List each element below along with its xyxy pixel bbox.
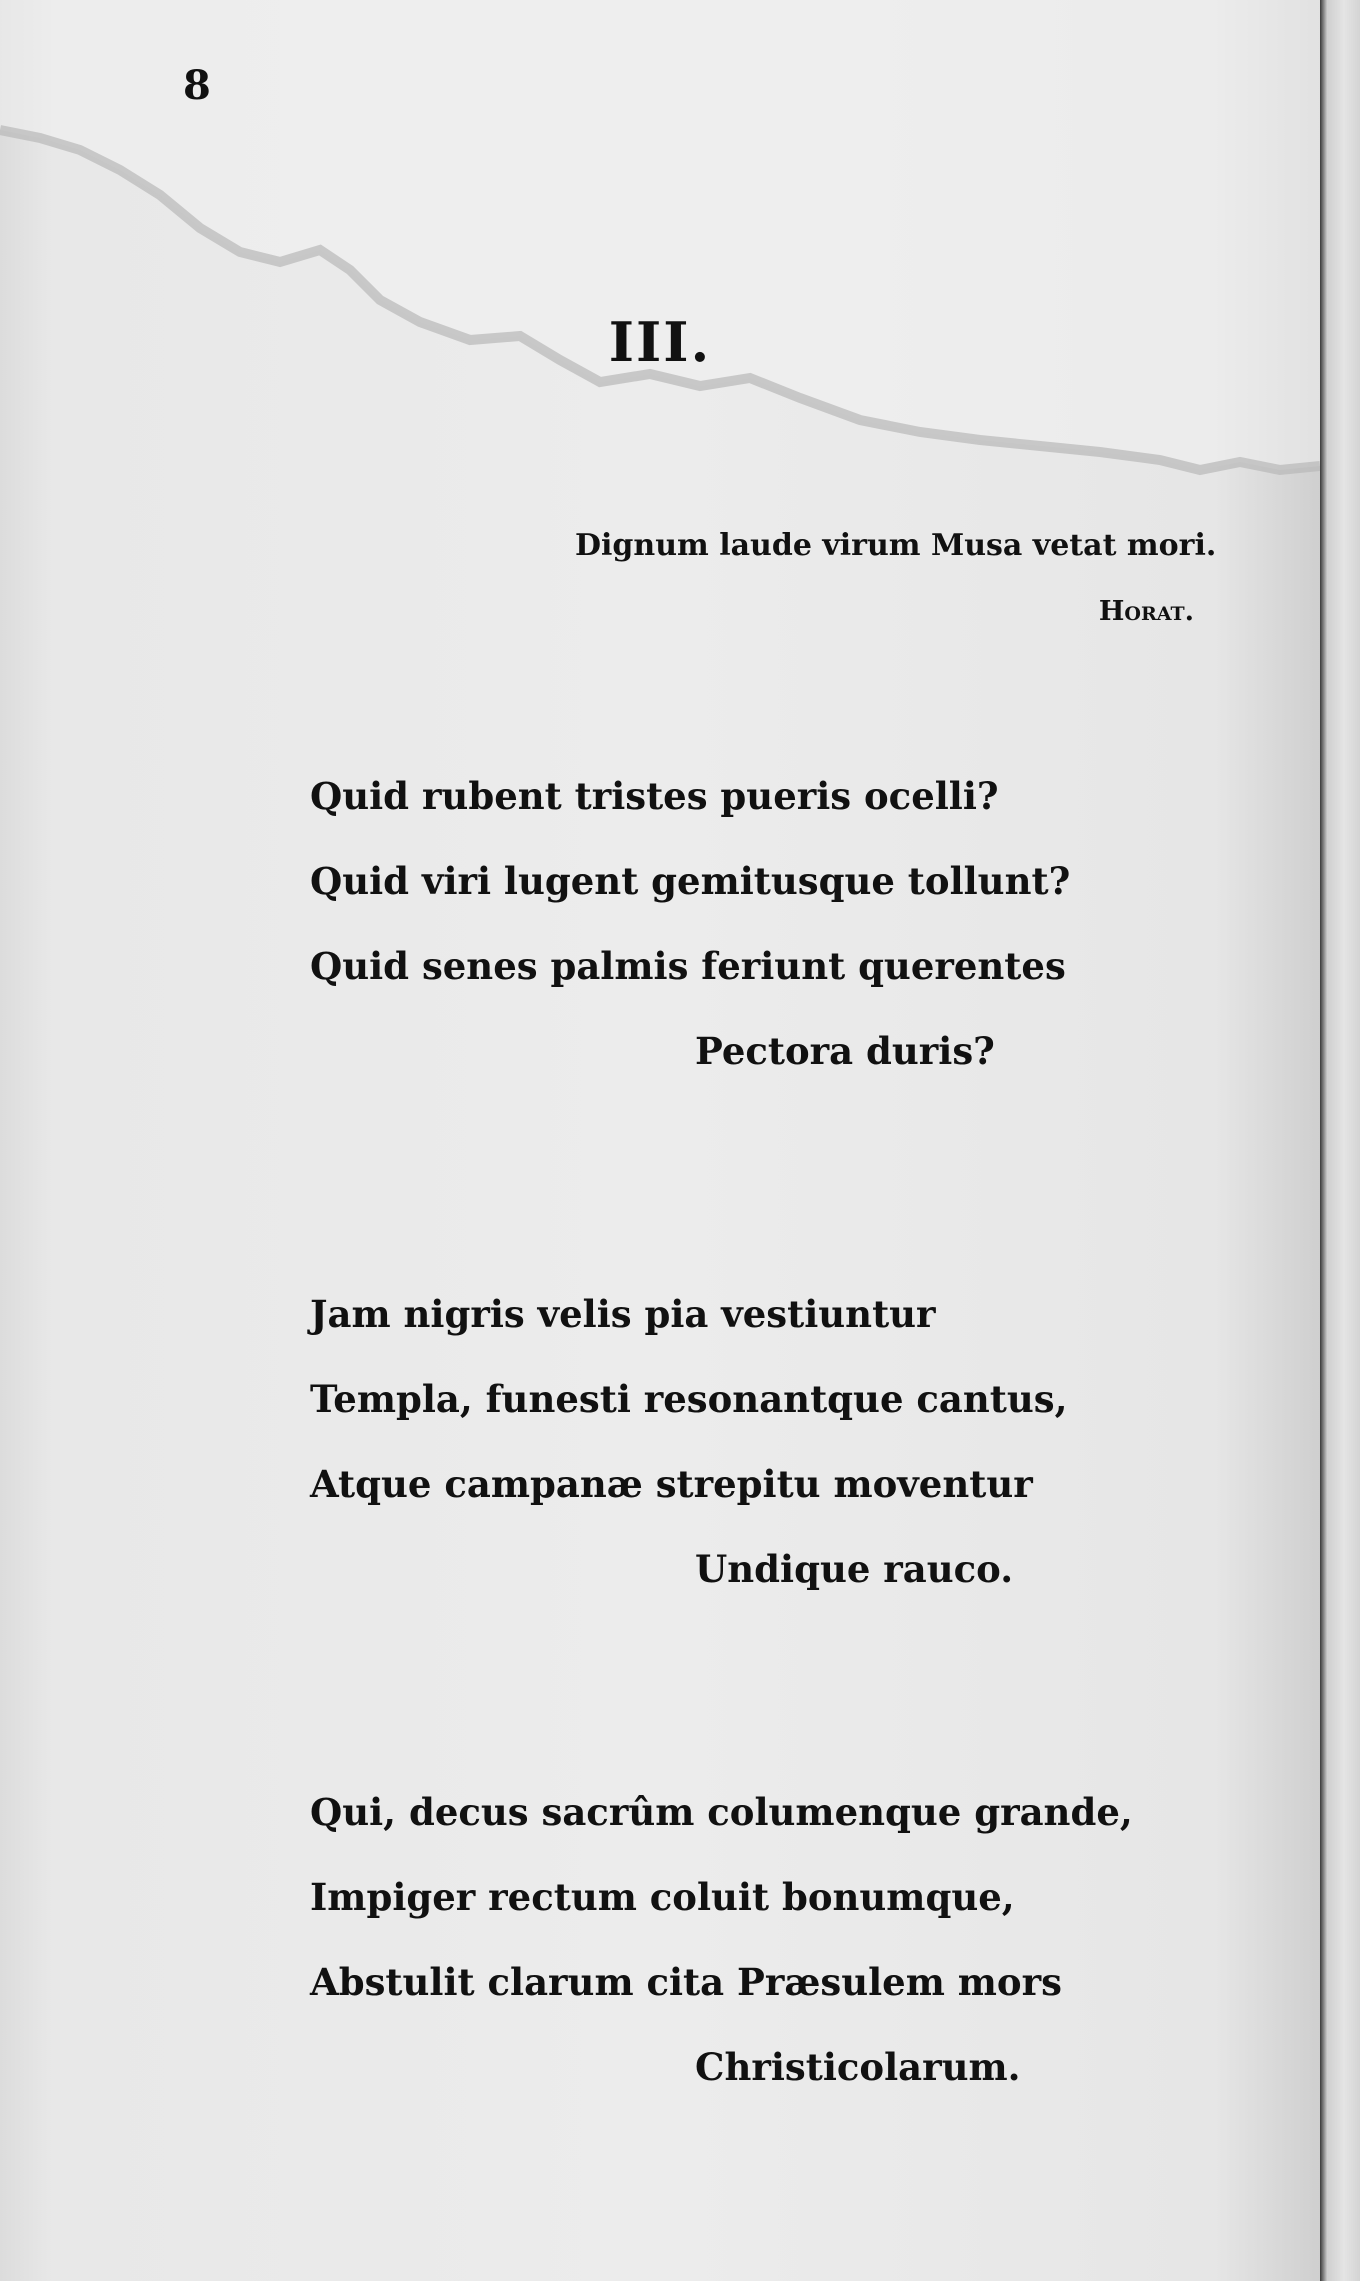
verse-line: Quid viri lugent gemitusque tollunt?: [310, 859, 1071, 903]
verse-line: Jam nigris velis pia vestiuntur: [310, 1292, 936, 1336]
verse-line: Impiger rectum coluit bonumque,: [310, 1875, 1015, 1919]
verse-line-adonic: Pectora duris?: [695, 1029, 995, 1073]
verse-line: Templa, funesti resonantque cantus,: [310, 1377, 1068, 1421]
verse-line: Atque campanæ strepitu moventur: [310, 1462, 1033, 1506]
verse-line: Quid rubent tristes pueris ocelli?: [310, 774, 999, 818]
epigraph-attribution: Horat.: [1098, 596, 1194, 627]
stanza-2: [310, 1272, 1070, 1612]
verse-line-adonic: Christicolarum.: [695, 2045, 1021, 2089]
verse-line: Abstulit clarum cita Præsulem mors: [310, 1960, 1062, 2004]
verse-line-adonic: Undique rauco.: [695, 1547, 1014, 1591]
page-gutter-edge: [1320, 0, 1360, 2281]
epigraph: Dignum laude virum Musa vetat mori.: [575, 528, 1217, 563]
verse-line: Quid senes palmis feriunt querentes: [310, 944, 1066, 988]
verse-line: Qui, decus sacrûm columenque grande,: [310, 1790, 1133, 1834]
section-numeral: III.: [608, 310, 712, 374]
stanza-1: [310, 754, 1070, 1094]
stanza-3: [310, 1770, 1133, 2110]
page-number: 8: [183, 62, 211, 109]
